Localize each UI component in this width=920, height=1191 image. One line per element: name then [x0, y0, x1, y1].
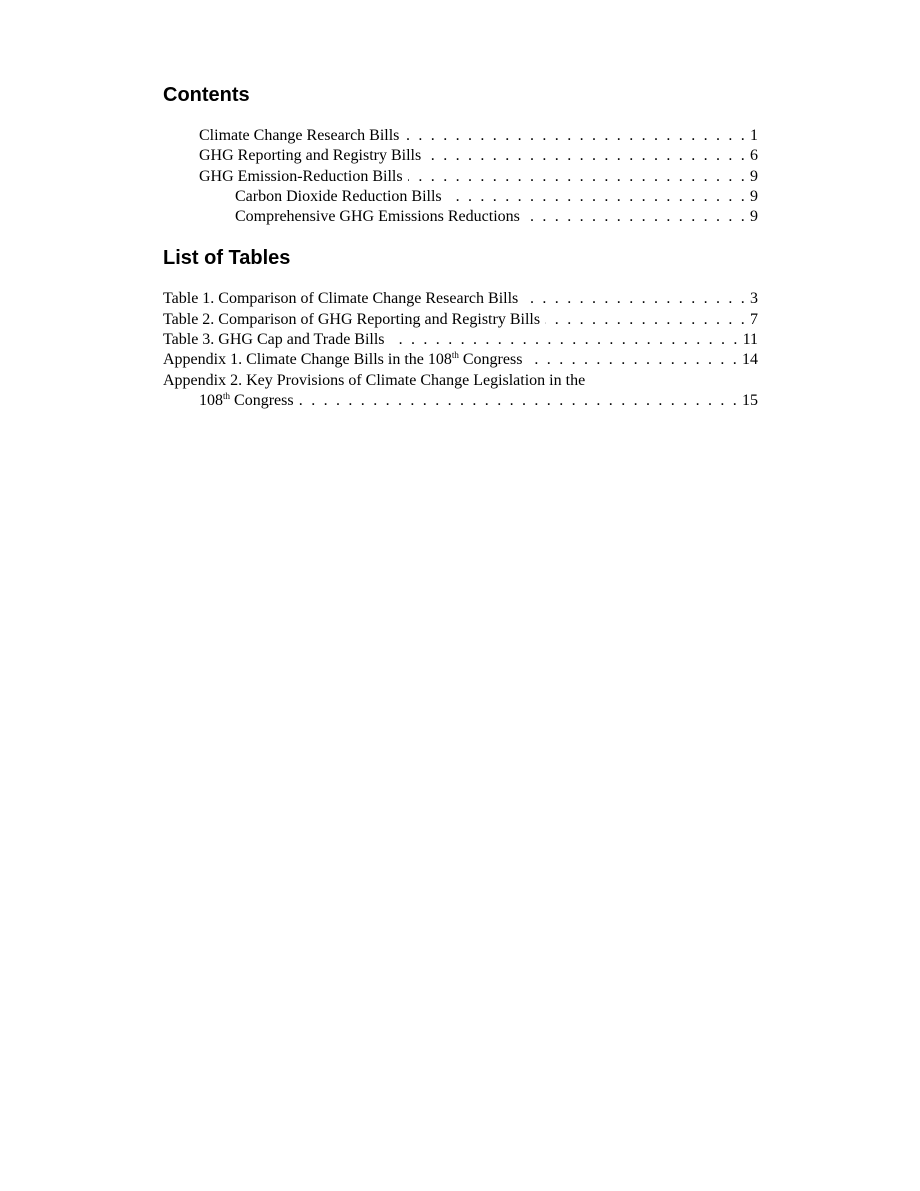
toc-entry-table-2[interactable]: [163, 310, 758, 330]
dot-leader: [299, 391, 739, 411]
toc-entry-page: 6: [750, 147, 758, 165]
toc-entry-carbon-dioxide-reduction-bills[interactable]: [163, 187, 758, 207]
toc-entry-appendix-1[interactable]: [163, 350, 758, 370]
dot-leader: [545, 310, 747, 330]
toc-entry-title: Climate Change Research Bills: [199, 127, 400, 144]
toc-entry-title: Carbon Dioxide Reduction Bills: [235, 187, 442, 205]
dot-leader: [527, 350, 739, 370]
toc-entry-title: Table 3. GHG Cap and Trade Bills: [163, 331, 385, 349]
toc-entry-ghg-reporting-registry-bills[interactable]: [163, 146, 758, 166]
toc-entry-title-line-2: [163, 391, 758, 411]
toc-entry-appendix-2[interactable]: [163, 371, 758, 412]
toc-entry-title-line-1: [163, 371, 758, 391]
title-text: Appendix 1. Climate Change Bills in the 108: [163, 351, 452, 369]
document-page: [163, 82, 758, 411]
toc-entry-page: 9: [750, 167, 758, 185]
toc-entry-title: Appendix 2. Key Provisions of Climate Change Legislation in the: [163, 371, 586, 389]
toc-entry-page: 11: [742, 331, 758, 349]
toc-entry-title: GHG Reporting and Registry Bills: [199, 147, 422, 165]
title-text: Congress: [230, 391, 294, 409]
toc-entry-table-1[interactable]: [163, 289, 758, 309]
dot-leader: [426, 146, 747, 166]
toc-entry-page: 14: [742, 351, 758, 369]
toc-entry-page: 9: [750, 208, 758, 226]
toc-entry-title: GHG Emission-Reduction Bills: [199, 167, 403, 185]
dot-leader: [447, 187, 747, 207]
toc-entry-comprehensive-ghg-emissions-reductions[interactable]: [163, 207, 758, 227]
title-text: Congress: [458, 351, 523, 369]
ordinal-suffix: th: [223, 390, 231, 401]
dot-leader: [404, 126, 747, 146]
contents-heading: Contents: [163, 84, 250, 106]
ordinal-suffix: th: [451, 350, 459, 361]
toc-entry-title: Table 1. Comparison of Climate Change Research Bills: [163, 290, 519, 308]
toc-entry-title: [199, 391, 294, 411]
dot-leader: [408, 167, 747, 187]
title-text: 108: [199, 391, 223, 409]
toc-entry-page: 9: [750, 187, 758, 205]
toc-entry-page: 7: [750, 310, 758, 328]
toc-entry-title: [163, 350, 522, 370]
toc-entry-title: Comprehensive GHG Emissions Reductions: [235, 208, 520, 226]
toc-entry-ghg-emission-reduction-bills[interactable]: [163, 167, 758, 187]
toc-entry-climate-change-research-bills[interactable]: [163, 126, 758, 146]
dot-leader: [525, 207, 747, 227]
toc-entry-title: Table 2. Comparison of GHG Reporting and Registry Bills: [163, 310, 541, 328]
toc-entry-table-3[interactable]: [163, 330, 758, 350]
toc-entry-page: 15: [742, 391, 758, 409]
toc-entry-page: 3: [750, 290, 758, 308]
dot-leader: [390, 330, 740, 350]
tables-list: [163, 289, 758, 411]
toc-entry-page: 1: [750, 127, 758, 144]
contents-list: [163, 126, 758, 227]
dot-leader: [523, 289, 747, 309]
list-of-tables-heading: List of Tables: [163, 247, 291, 270]
